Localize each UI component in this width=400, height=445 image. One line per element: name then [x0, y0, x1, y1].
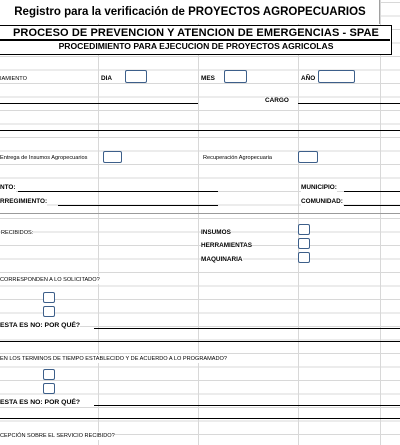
separator-line: [0, 213, 400, 214]
grid-column-line: [298, 0, 299, 445]
corresponden-yes-checkbox[interactable]: [43, 292, 55, 303]
terminos-yes-checkbox[interactable]: [43, 369, 55, 380]
terminos-no-checkbox[interactable]: [43, 383, 55, 394]
recuperacion-checkbox[interactable]: [298, 151, 318, 163]
herramientas-checkbox[interactable]: [298, 238, 310, 249]
why-no-line-2: [94, 405, 400, 406]
why-no-line-1: [94, 328, 400, 329]
title-band: [0, 0, 380, 24]
grid-column-line: [380, 0, 381, 445]
month-label: MES: [201, 75, 215, 82]
cargo-line: [298, 103, 400, 104]
insumos-checkbox[interactable]: [298, 224, 310, 235]
municipio-label: MUNICIPIO:: [301, 184, 337, 191]
herramientas-label: HERRAMIENTAS: [201, 242, 253, 249]
procedure-title: PROCEDIMIENTO PARA EJECUCION DE PROYECTOS AGRICOLAS: [58, 41, 334, 51]
maquinaria-checkbox[interactable]: [298, 252, 310, 263]
why-no-line-1b: [0, 341, 400, 342]
header-box: [0, 25, 392, 55]
name-line: [0, 103, 198, 104]
day-label: DIA: [101, 75, 113, 82]
comunidad-label: COMUNIDAD:: [301, 198, 343, 205]
corregimiento-line: [58, 205, 218, 206]
corregimiento-label: RREGIMIENTO:: [0, 198, 48, 205]
why-no-label-2: ESTA ES NO: POR QUÉ?: [0, 399, 81, 406]
year-label: AÑO: [301, 75, 316, 82]
recibidos-label: RECIBIDOS:: [1, 230, 34, 236]
day-field[interactable]: [125, 70, 147, 83]
percepcion-question: CEPCIÓN SOBRE EL SERVICIO RECIBIDO?: [0, 433, 115, 439]
iamiento-label: IAMIENTO: [0, 76, 27, 82]
insumos-label: INSUMOS: [201, 229, 231, 236]
month-field[interactable]: [224, 70, 247, 83]
entrega-checkbox[interactable]: [103, 151, 122, 163]
maquinaria-label: MAQUINARIA: [201, 256, 243, 263]
why-no-label-1: ESTA ES NO: POR QUÉ?: [0, 322, 81, 329]
grid-column-line: [198, 0, 199, 445]
process-subtitle: PROCESO DE PREVENCION Y ATENCION DE EMERGENCIAS - SPAE: [12, 27, 379, 39]
comunidad-line: [344, 205, 400, 206]
grid-column-line: [98, 0, 99, 445]
municipio-line: [344, 191, 400, 192]
recuperacion-label: Recuperación Agropecuaria: [203, 155, 273, 161]
year-field[interactable]: [318, 70, 355, 83]
form-title: Registro para la verificación de PROYECTOS AGROPECUARIOS: [14, 6, 366, 18]
terminos-question: EN LOS TERMINOS DE TIEMPO ESTABLECIDO Y DE ACUERDO A LO PROGRAMADO?: [0, 356, 228, 362]
cargo-label: CARGO: [265, 97, 289, 104]
separator-line: [0, 130, 400, 131]
corresponden-question: CORRESPONDEN A LO SOLICITADO?: [0, 277, 100, 283]
corresponden-no-checkbox[interactable]: [43, 306, 55, 317]
why-no-line-2b: [0, 418, 400, 419]
entrega-label: Entrega de Insumos Agropecuarios: [0, 155, 88, 161]
departamento-line: [18, 191, 218, 192]
departamento-label: NTO:: [0, 184, 16, 191]
